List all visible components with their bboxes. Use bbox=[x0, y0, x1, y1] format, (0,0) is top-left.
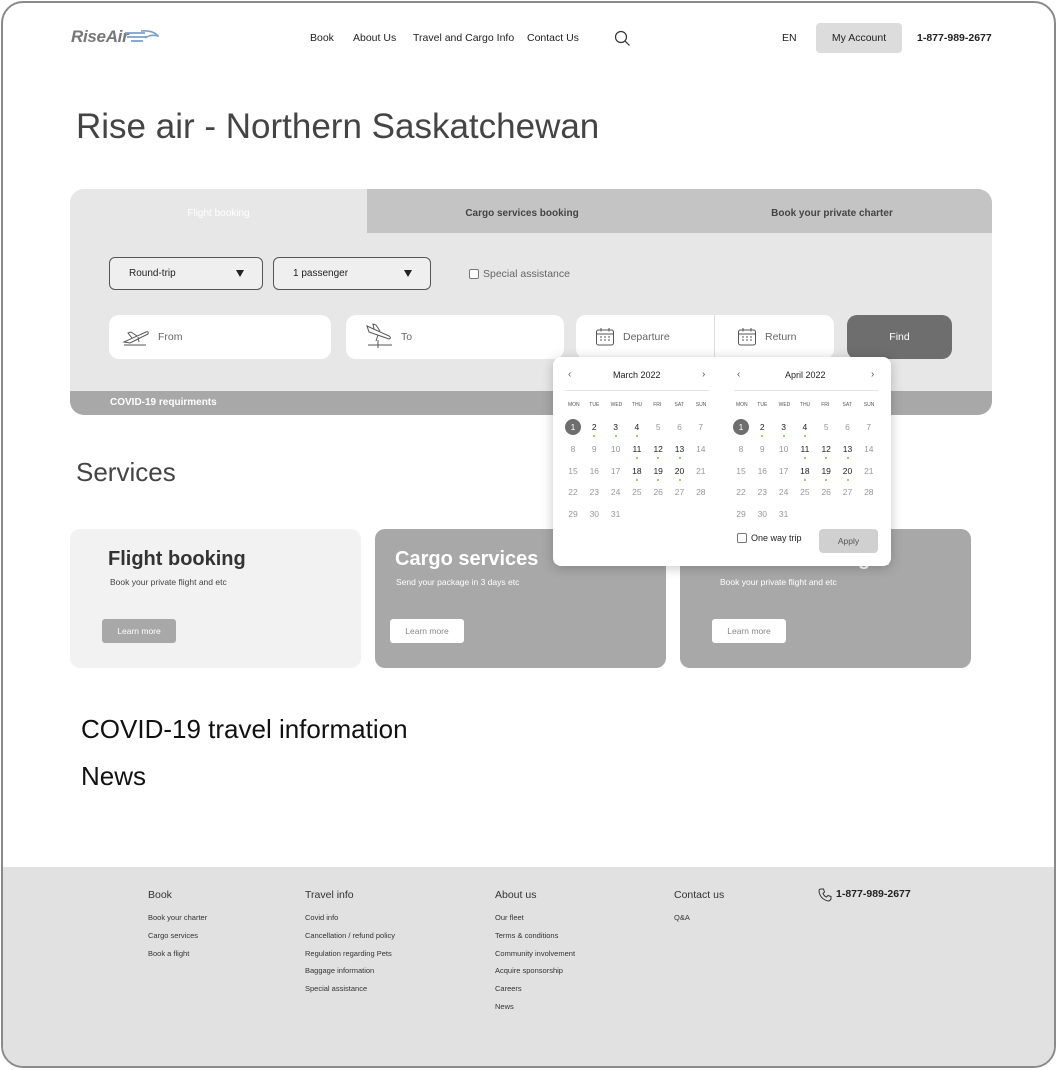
calendar-day[interactable]: 27 bbox=[674, 487, 685, 498]
calendar-day[interactable]: 4 bbox=[797, 419, 813, 435]
covid-requirements-link[interactable]: COVID-19 requirments bbox=[70, 391, 992, 415]
calendar-day[interactable]: 4 bbox=[629, 419, 645, 435]
footer-link[interactable]: News bbox=[495, 1001, 514, 1011]
one-way-label: One way trip bbox=[751, 533, 802, 543]
weekday-label: WED bbox=[778, 402, 791, 408]
footer-link[interactable]: Acquire sponsorship bbox=[495, 966, 563, 976]
logo[interactable] bbox=[71, 27, 128, 47]
date-picker-popup bbox=[553, 357, 891, 566]
from-placeholder: From bbox=[158, 331, 183, 343]
calendar-day[interactable]: 7 bbox=[698, 422, 704, 432]
card-desc: Send your package in 3 days etc bbox=[396, 577, 520, 587]
calendar-day[interactable]: 1 bbox=[733, 419, 749, 435]
footer-link[interactable]: Special assistance bbox=[305, 984, 368, 994]
card-title: Flight booking bbox=[108, 548, 246, 570]
calendar-day[interactable]: 3 bbox=[776, 419, 792, 435]
footer-col-about-us bbox=[495, 889, 575, 1020]
find-button[interactable]: Find bbox=[847, 315, 952, 359]
divider bbox=[734, 390, 878, 391]
footer-link[interactable]: Regulation regarding Pets bbox=[305, 948, 392, 958]
to-placeholder: To bbox=[401, 331, 413, 343]
footer-link[interactable]: Book your charter bbox=[148, 913, 208, 922]
calendar-day[interactable]: 14 bbox=[696, 443, 706, 454]
passenger-value: 1 passenger bbox=[293, 268, 349, 279]
footer-link[interactable]: Covid info bbox=[305, 913, 339, 922]
calendar-day[interactable]: 26 bbox=[653, 487, 663, 498]
logo-wing-icon bbox=[123, 28, 159, 46]
footer-col-travel-info bbox=[305, 889, 395, 1002]
calendar-day[interactable]: 31 bbox=[778, 509, 789, 520]
learn-more-button[interactable]: Learn more bbox=[102, 619, 176, 643]
weekday-label: THU bbox=[799, 402, 811, 408]
card-title: Cargo services bbox=[395, 548, 539, 570]
calendar-icon bbox=[737, 327, 757, 347]
date-range-field[interactable] bbox=[576, 315, 834, 359]
prev-month-chevron-icon[interactable]: ‹ bbox=[568, 369, 572, 380]
calendar-day[interactable]: 1 bbox=[565, 419, 581, 435]
calendar-day[interactable]: 27 bbox=[842, 487, 853, 498]
services-heading: Services bbox=[76, 457, 176, 487]
calendar-day[interactable]: 30 bbox=[589, 509, 600, 520]
nav-about-us[interactable]: About Us bbox=[353, 32, 397, 44]
nav-contact-us[interactable]: Contact Us bbox=[527, 32, 579, 44]
calendar-day[interactable]: 5 bbox=[655, 422, 661, 432]
nav-book[interactable]: Book bbox=[310, 32, 334, 44]
weekday-label: TUE bbox=[589, 402, 600, 408]
calendar-day[interactable]: 8 bbox=[570, 443, 576, 454]
tab-cargo-label: Cargo services booking bbox=[465, 208, 579, 219]
footer-phone-text: 1-877-989-2677 bbox=[836, 888, 911, 900]
calendar-day[interactable]: 15 bbox=[568, 465, 578, 476]
logo-text: RiseAir bbox=[71, 27, 129, 46]
calendar-day[interactable]: 22 bbox=[568, 487, 578, 498]
calendar-day[interactable]: 23 bbox=[589, 487, 600, 498]
plane-landing-icon bbox=[364, 323, 394, 349]
calendar-day[interactable]: 11 bbox=[629, 441, 645, 457]
calendar-day[interactable]: 3 bbox=[608, 419, 624, 435]
calendar-day[interactable]: 10 bbox=[610, 443, 621, 454]
calendar-day[interactable]: 19 bbox=[650, 463, 666, 479]
calendar-day[interactable]: 17 bbox=[610, 465, 621, 476]
one-way-checkbox[interactable] bbox=[737, 533, 747, 543]
nav-travel-cargo-info[interactable]: Travel and Cargo Info bbox=[413, 32, 515, 44]
calendar-day[interactable]: 20 bbox=[840, 463, 856, 479]
calendar-day[interactable]: 11 bbox=[797, 441, 813, 457]
to-field[interactable] bbox=[346, 315, 564, 359]
weekday-label: MON bbox=[568, 402, 580, 408]
calendar-day[interactable]: 19 bbox=[818, 463, 834, 479]
special-assistance-label: Special assistance bbox=[483, 268, 570, 280]
calendar-day[interactable]: 25 bbox=[632, 487, 642, 498]
calendar-day[interactable]: 17 bbox=[778, 465, 789, 476]
calendar-day[interactable]: 12 bbox=[650, 441, 666, 457]
calendar-day[interactable]: 9 bbox=[591, 443, 597, 454]
trip-type-select[interactable] bbox=[109, 257, 263, 290]
footer-link[interactable]: Cancellation / refund policy bbox=[305, 930, 396, 940]
calendar-day[interactable]: 9 bbox=[759, 443, 765, 454]
date-divider bbox=[714, 315, 715, 359]
calendar-day[interactable]: 8 bbox=[738, 443, 744, 454]
calendar-day[interactable]: 7 bbox=[866, 422, 872, 432]
footer-link[interactable]: Q&A bbox=[674, 913, 690, 922]
calendar-day[interactable]: 25 bbox=[800, 487, 810, 498]
header-phone[interactable]: 1-877-989-2677 bbox=[917, 32, 992, 44]
learn-more-button[interactable]: Learn more bbox=[712, 619, 786, 643]
prev-month-chevron-icon[interactable]: ‹ bbox=[737, 369, 741, 380]
weekday-label: MON bbox=[736, 402, 748, 408]
calendar-day[interactable]: 12 bbox=[818, 441, 834, 457]
language-selector[interactable]: EN bbox=[782, 32, 797, 44]
news-heading[interactable]: News bbox=[81, 761, 147, 791]
departure-placeholder: Departure bbox=[623, 331, 670, 343]
month-title-march: March 2022 bbox=[613, 370, 661, 380]
footer-heading: About us bbox=[495, 889, 537, 901]
footer-heading: Travel info bbox=[305, 889, 354, 901]
footer-link[interactable]: Our fleet bbox=[495, 913, 524, 922]
weekday-label: THU bbox=[631, 402, 643, 408]
calendar-day[interactable]: 22 bbox=[736, 487, 746, 498]
page-frame bbox=[1, 1, 1056, 1068]
next-month-chevron-icon[interactable]: › bbox=[702, 369, 706, 380]
calendar-day[interactable]: 20 bbox=[672, 463, 688, 479]
weekday-label: TUE bbox=[757, 402, 768, 408]
calendar-day[interactable]: 16 bbox=[589, 465, 600, 476]
calendar-day[interactable]: 28 bbox=[864, 487, 874, 498]
calendar-day[interactable]: 21 bbox=[864, 465, 874, 476]
footer-link[interactable]: Baggage information bbox=[305, 966, 375, 976]
calendar-day[interactable]: 30 bbox=[757, 509, 768, 520]
from-field[interactable] bbox=[109, 315, 331, 359]
footer-link[interactable]: Community involvement bbox=[495, 948, 576, 958]
weekday-label: SAT bbox=[842, 402, 852, 408]
calendar-day[interactable]: 28 bbox=[696, 487, 706, 498]
month-title-april: April 2022 bbox=[785, 370, 826, 380]
calendar-day[interactable]: 24 bbox=[610, 487, 621, 498]
covid-info-heading[interactable]: COVID-19 travel information bbox=[81, 714, 408, 744]
calendar-day[interactable]: 10 bbox=[778, 443, 789, 454]
page-title: Rise air - Northern Saskatchewan bbox=[76, 107, 600, 146]
my-account-button[interactable]: My Account bbox=[816, 23, 902, 53]
return-placeholder: Return bbox=[765, 331, 797, 343]
weekday-label: SAT bbox=[674, 402, 684, 408]
weekday-label: FRI bbox=[653, 402, 662, 408]
passenger-select[interactable] bbox=[273, 257, 431, 290]
calendar-day[interactable]: 16 bbox=[757, 465, 768, 476]
calendar-day[interactable]: 6 bbox=[845, 422, 850, 432]
learn-more-button[interactable]: Learn more bbox=[390, 619, 464, 643]
footer-heading: Book bbox=[148, 889, 172, 901]
calendar-day[interactable]: 29 bbox=[736, 509, 746, 520]
calendar-day[interactable]: 23 bbox=[757, 487, 768, 498]
calendar-day[interactable]: 26 bbox=[821, 487, 831, 498]
calendar-day[interactable]: 18 bbox=[629, 463, 645, 479]
divider bbox=[565, 390, 709, 391]
dropdown-arrow-icon bbox=[236, 270, 244, 277]
footer-link[interactable]: Book a flight bbox=[148, 948, 190, 958]
calendar-day[interactable]: 6 bbox=[677, 422, 682, 432]
plane-takeoff-icon bbox=[122, 327, 150, 347]
calendar-day[interactable]: 24 bbox=[778, 487, 789, 498]
service-card-flight bbox=[70, 529, 361, 668]
weekday-label: WED bbox=[610, 402, 623, 408]
weekday-label: SUN bbox=[695, 402, 707, 408]
search-icon[interactable] bbox=[614, 30, 631, 47]
weekday-label: SUN bbox=[863, 402, 875, 408]
footer-col-book bbox=[148, 889, 207, 966]
card-desc: Book your private flight and etc bbox=[110, 577, 227, 587]
calendar-day[interactable]: 29 bbox=[568, 509, 578, 520]
calendar-day[interactable]: 13 bbox=[672, 441, 688, 457]
calendar-day[interactable]: 2 bbox=[586, 419, 602, 435]
calendar-day[interactable]: 18 bbox=[797, 463, 813, 479]
footer-link[interactable]: Careers bbox=[495, 984, 522, 994]
calendar-day[interactable]: 5 bbox=[823, 422, 829, 432]
weekday-label: FRI bbox=[821, 402, 830, 408]
trip-type-value: Round-trip bbox=[129, 268, 176, 279]
calendar-day[interactable]: 15 bbox=[736, 465, 746, 476]
calendar-icon bbox=[595, 327, 615, 347]
calendar-day[interactable]: 13 bbox=[840, 441, 856, 457]
tab-private-charter[interactable]: Book your private charter bbox=[771, 208, 893, 219]
special-assistance-checkbox[interactable] bbox=[469, 269, 479, 279]
footer-col-contact-us bbox=[674, 889, 724, 931]
phone-icon bbox=[818, 888, 832, 902]
calendar-day[interactable]: 21 bbox=[696, 465, 706, 476]
footer-heading: Contact us bbox=[674, 889, 725, 901]
next-month-chevron-icon[interactable]: › bbox=[871, 369, 875, 380]
calendar-day[interactable]: 31 bbox=[610, 509, 621, 520]
card-desc: Book your private flight and etc bbox=[720, 577, 837, 587]
footer bbox=[3, 867, 1056, 1068]
footer-link[interactable]: Cargo services bbox=[148, 930, 199, 940]
calendar-day[interactable]: 14 bbox=[864, 443, 874, 454]
footer-link[interactable]: Terms & conditions bbox=[495, 930, 559, 940]
apply-button[interactable]: Apply bbox=[819, 529, 878, 553]
tab-flight-booking[interactable]: Flight booking bbox=[70, 189, 367, 233]
dropdown-arrow-icon bbox=[404, 270, 412, 277]
calendar-day[interactable]: 2 bbox=[754, 419, 770, 435]
